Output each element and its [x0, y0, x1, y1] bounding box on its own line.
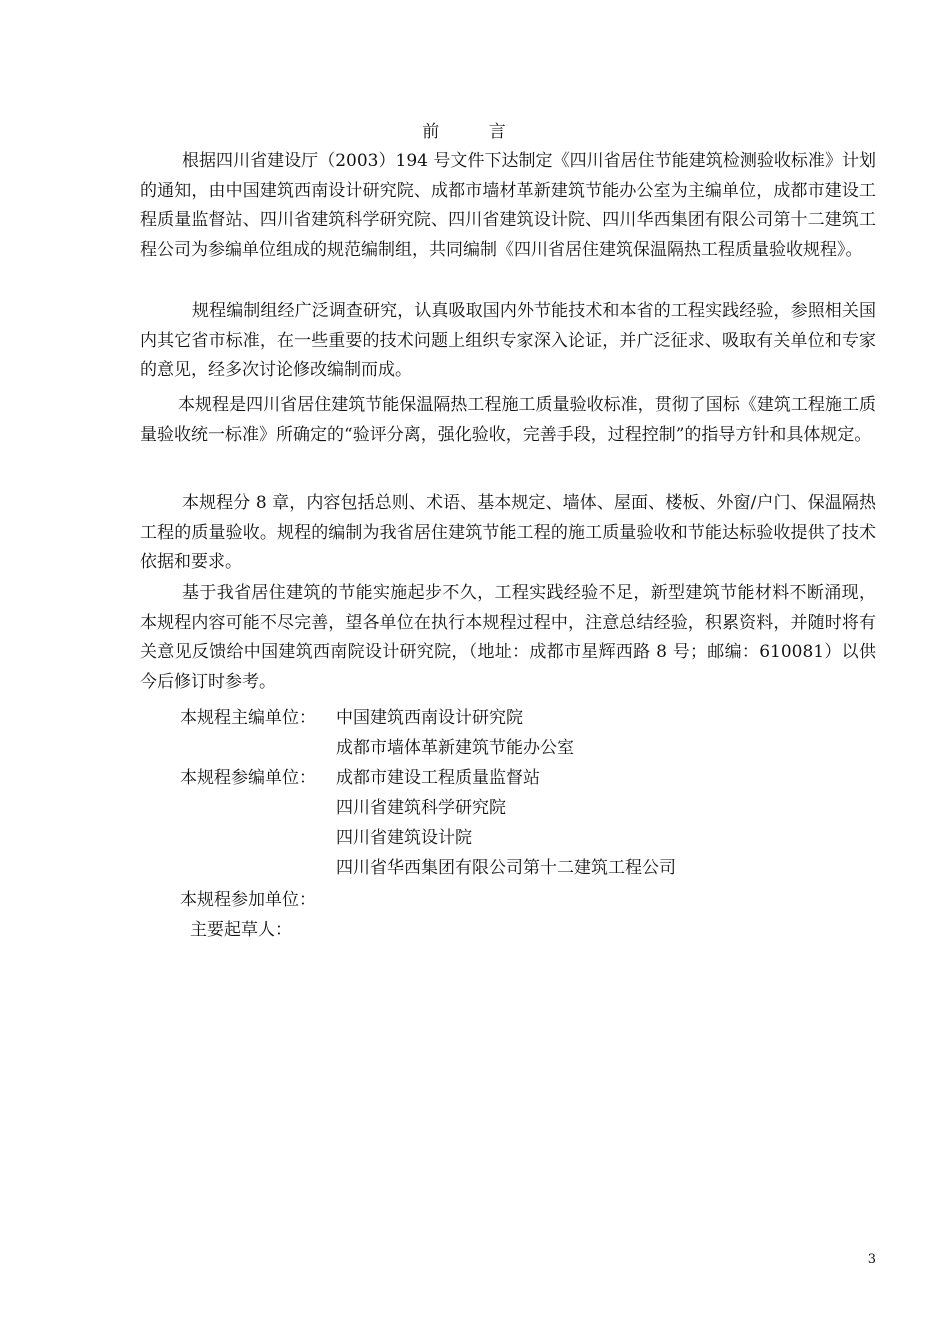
participating-unit: 四川省华西集团有限公司第十二建筑工程公司: [336, 858, 676, 878]
preface-paragraph-1: 根据四川省建设厅（2003）194 号文件下达制定《四川省居住节能建筑检测验收标准》计划的通知，由中国建筑西南设计研究院、成都市墙材革新建筑节能办公室为主编单位，成都市建设工程质量监督站、四川省建筑科学研究院、四川省建筑设计院、四川华西集团有限公司第十二建筑工程公司为参编单位组成的规范编制组，共同编制《四川省居住建筑保温隔热工程质量验收规程》。: [140, 151, 876, 261]
preface-paragraph-3: 本规程是四川省居住建筑节能保温隔热工程施工质量验收标准，贯彻了国标《建筑工程施工质量验收统一标准》所确定的“验评分离，强化验收，完善手段，过程控制”的指导方针和具体规定。: [140, 395, 876, 445]
preface-paragraph-2: 规程编制组经广泛调查研究，认真吸取国内外节能技术和本省的工程实践经验，参照相关国内其它省市标准，在一些重要的技术问题上组织专家深入论证，并广泛征求、吸取有关单位和专家的意见，经多次讨论修改编制而成。: [140, 301, 876, 381]
preface-paragraph-5: 基于我省居住建筑的节能实施起步不久，工程实践经验不足，新型建筑节能材料不断涌现，本规程内容可能不尽完善，望各单位在执行本规程过程中，注意总结经验，积累资料，并随时将有关意见反馈给中国建筑西南院设计研究院，（地址：成都市星辉西路 8 号；邮编：610081）以供今后修订时参考。: [140, 583, 876, 693]
chief-editor-unit: 中国建筑西南设计研究院: [336, 708, 523, 728]
page-number: 3: [867, 1252, 876, 1267]
participating-unit: 四川省建筑设计院: [336, 828, 472, 848]
preface-title: 前 言: [422, 122, 528, 142]
participating-unit: 四川省建筑科学研究院: [336, 798, 506, 818]
participating-unit: 成都市建设工程质量监督站: [336, 768, 540, 788]
chief-editor-unit: 成都市墙体革新建筑节能办公室: [336, 738, 574, 758]
chief-editor-label: 本规程主编单位：: [180, 708, 316, 728]
main-drafters-label: 主要起草人：: [190, 920, 292, 940]
participating-units-label: 本规程参编单位：: [180, 768, 316, 788]
joined-units-label: 本规程参加单位：: [180, 890, 316, 910]
preface-paragraph-4: 本规程分 8 章，内容包括总则、术语、基本规定、墙体、屋面、楼板、外窗/户门、保温隔热工程的质量验收。规程的编制为我省居住建筑节能工程的施工质量验收和节能达标验收提供了技术依据和要求。: [140, 493, 876, 573]
